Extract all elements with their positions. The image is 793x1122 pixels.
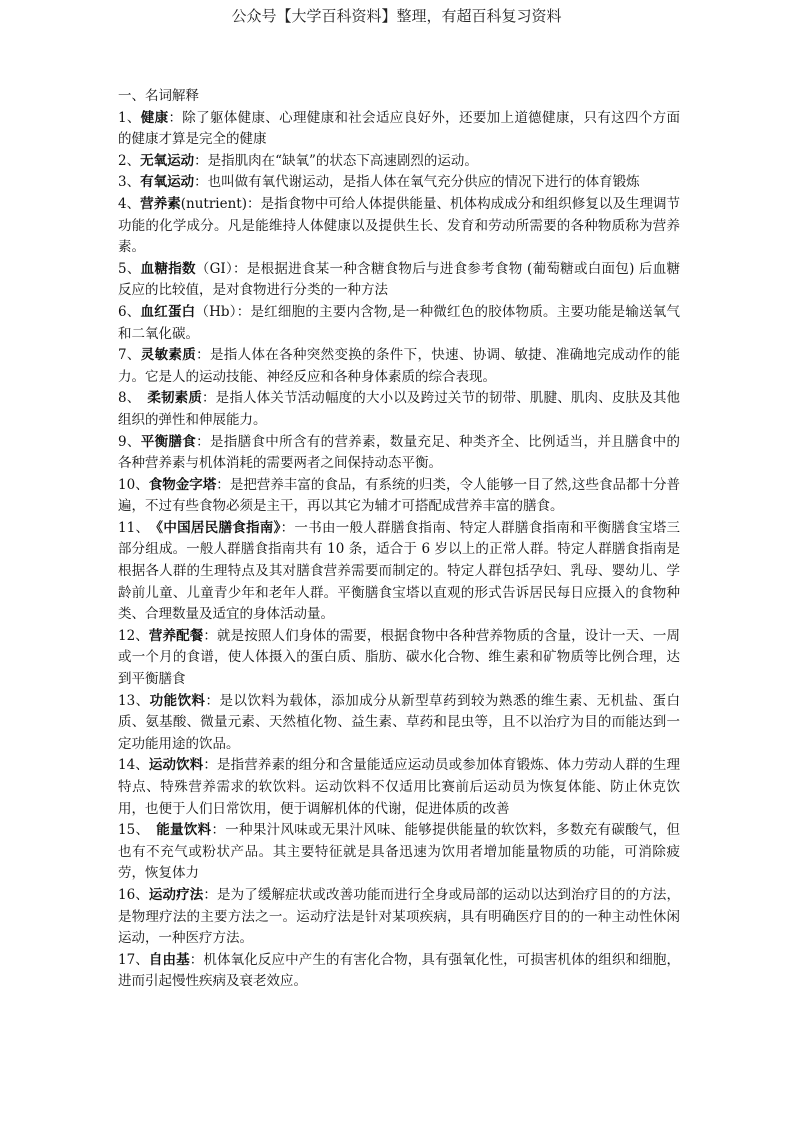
entry-term: 健康	[140, 109, 169, 126]
entry-term: 柔韧素质	[147, 390, 202, 407]
entry-definition: 是红细胞的主要内含物,是一种微红色的胶体物质。主要功能是输送氧气和二氧化碳。	[118, 303, 681, 342]
entry-separator: ：	[203, 757, 218, 774]
definition-entry	[118, 151, 680, 173]
entry-separator: ：	[201, 390, 216, 407]
entry-number: 13、	[118, 692, 150, 709]
entry-number: 3、	[118, 174, 141, 191]
entry-term: 食物金字塔	[148, 476, 217, 493]
entry-separator: ：	[189, 951, 204, 968]
entry-definition: 一书由一般人群膳食指南、特定人群膳食指南和平衡膳食宝塔三部分组成。一般人群膳食指南共有 10 条，适合于 6 岁以上的正常人群。特定人群膳食指南是根据各人群的生理特点及其对膳食营养需要而制定的。特定人群包括孕妇、乳母、婴幼儿、学龄前儿童、儿童青少年和老年人群。平衡膳食宝塔以直观的形式告诉居民每日应摄入的食物种类、合理数量及适宜的身体活动量。	[118, 519, 681, 623]
definition-entry	[118, 302, 680, 345]
entry-separator: ：	[203, 627, 218, 644]
entry-definition: 是指肌肉在“缺氧”的状态下高速剧烈的运动。	[207, 152, 478, 169]
entry-term: 《中国居民膳食指南》	[156, 519, 281, 536]
entry-term: 营养配餐	[148, 627, 204, 644]
entry-term: 能量饮料	[156, 822, 212, 839]
entry-number: 12、	[118, 627, 149, 644]
entry-term: 平衡膳食	[140, 433, 197, 450]
entry-number: 11、	[118, 519, 157, 536]
definition-entry	[118, 345, 680, 388]
entry-definition: 是为了缓解症状或改善功能而进行全身或局部的运动以达到治疗目的的方法，是物理疗法的主要方法之一。运动疗法是针对某项疾病，具有明确医疗目的的一种主动性休闲运动，一种医疗方法。	[118, 886, 681, 947]
definition-entry	[118, 194, 680, 259]
definition-entry	[118, 259, 680, 302]
entry-number: 7、	[118, 347, 141, 364]
entry-number: 17、	[118, 951, 149, 968]
entry-term: 自由基	[148, 951, 190, 968]
entry-term: 营养素	[140, 195, 181, 212]
definition-entry	[118, 518, 680, 626]
entry-term: 功能饮料	[149, 692, 206, 709]
entry-separator: （Hb）：	[195, 303, 251, 320]
entry-definition: 是把营养丰富的食品，有系统的归类，令人能够一目了然,这些食品都十分普遍，不过有些食物必须是主干，再以其它为辅才可搭配成营养丰富的膳食。	[118, 476, 681, 515]
entry-definition: 是以饮料为载体，添加成分从新型草药到较为熟悉的维生素、无机盐、蛋白质、氨基酸、微量元素、天然植化物、益生素、草药和昆虫等，且不以治疗为目的而能达到一定功能用途的饮品。	[118, 692, 681, 752]
entry-separator: ：	[168, 109, 183, 126]
entry-definition: 是指膳食中所含有的营养素，数量充足、种类齐全、比例适当，并且膳食中的各种营养素与机体消耗的需要两者之间保持动态平衡。	[118, 433, 681, 472]
entry-definition: 机体氧化反应中产生的有害化合物，具有强氧化性，可损害机体的组织和细胞，进而引起慢性疾病及衰老效应。	[118, 951, 681, 990]
entry-term: 无氧运动	[140, 152, 195, 169]
entry-number: 1、	[118, 109, 141, 126]
entry-number: 8、	[118, 390, 148, 407]
entry-separator: ：	[194, 174, 208, 191]
entry-number: 5、	[118, 260, 141, 277]
entry-definition: 也叫做有氧代谢运动，是指人体在氧气充分供应的情况下进行的体育锻炼	[207, 174, 640, 191]
entry-separator: ：	[203, 886, 218, 903]
definition-entry	[118, 388, 680, 431]
entry-definition: 除了躯体健康、心理健康和社会适应良好外，还要加上道德健康，只有这四个方面的健康才算是完全的健康	[118, 109, 681, 148]
entry-number: 4、	[118, 195, 141, 212]
definition-entry	[118, 432, 680, 475]
entry-term: 血红蛋白	[140, 303, 196, 320]
entry-separator: ：	[196, 433, 210, 450]
entry-number: 2、	[118, 152, 141, 169]
entry-number: 10、	[118, 476, 149, 493]
entry-number: 15、	[118, 822, 157, 839]
definition-entry	[118, 885, 680, 950]
entry-separator: ：	[211, 822, 226, 839]
entry-number: 6、	[118, 303, 141, 320]
entry-separator: ：	[205, 692, 220, 709]
entry-definition: 就是按照人们身体的需要，根据食物中各种营养物质的含量，设计一天、一周或一个月的食谱，使人体摄入的蛋白质、脂肪、碳水化合物、维生素和矿物质等比例合理，达到平衡膳食	[118, 627, 681, 688]
entry-separator: (nutrient)：	[180, 195, 261, 212]
definition-list	[118, 108, 680, 993]
definition-entry	[118, 108, 680, 151]
entry-definition: 是指人体关节活动幅度的大小以及跨过关节的韧带、肌腱、肌肉、皮肤及其他组织的弹性和伸展能力。	[118, 390, 681, 428]
definition-entry	[118, 172, 680, 194]
page-header: 公众号【大学百科资料】整理，有超百科复习资料	[231, 7, 562, 25]
entry-definition: 是指营养素的组分和含量能适应运动员或参加体育锻炼、体力劳动人群的生理特点、特殊营养需求的软饮料。运动饮料不仅适用比赛前后运动员为恢复体能、防止休克饮用，也便于人们日常饮用，便于调解机体的代谢，促进体质的改善	[118, 757, 681, 817]
entry-definition: 是指食物中可给人体提供能量、机体构成成分和组织修复以及生理调节功能的化学成分。凡是能维持人体健康以及提供生长、发育和劳动所需要的各种物质称为营养素。	[118, 195, 681, 256]
entry-term: 运动疗法	[148, 886, 204, 903]
definition-entry	[118, 820, 680, 885]
entry-term: 运动饮料	[148, 757, 204, 774]
entry-definition: 是指人体在各种突然变换的条件下，快速、协调、敏捷、准确地完成动作的能力。它是人的运动技能、神经反应和各种身体素质的综合表现。	[118, 347, 681, 385]
document-body	[118, 86, 680, 993]
entry-term: 有氧运动	[140, 174, 195, 191]
entry-separator: ：	[216, 476, 230, 493]
definition-entry	[118, 755, 680, 820]
entry-definition: 是根据进食某一种含糖食物后与进食参考食物 (葡萄糖或白面包) 后血糖反应的比较值，是对食物进行分类的一种方法	[118, 260, 680, 299]
entry-number: 9、	[118, 433, 141, 450]
entry-definition: 一种果汁风味或无果汁风味、能够提供能量的软饮料，多数充有碳酸气，但也有不充气或粉状产品。其主要特征就是具备迅速为饮用者增加能量物质的功能，可消除疲劳，恢复体力	[118, 822, 680, 882]
section-title: 一、名词解释	[118, 88, 199, 104]
entry-term: 血糖指数	[140, 260, 196, 277]
entry-separator: （GI）：	[195, 260, 247, 277]
definition-entry	[118, 475, 680, 518]
entry-separator: ：	[280, 519, 295, 536]
entry-term: 灵敏素质	[140, 347, 197, 364]
entry-number: 16、	[118, 886, 149, 903]
definition-entry	[118, 950, 680, 993]
entry-separator: ：	[194, 152, 208, 169]
definition-entry	[118, 691, 680, 756]
entry-separator: ：	[196, 347, 210, 364]
definition-entry	[118, 626, 680, 691]
entry-number: 14、	[118, 757, 149, 774]
